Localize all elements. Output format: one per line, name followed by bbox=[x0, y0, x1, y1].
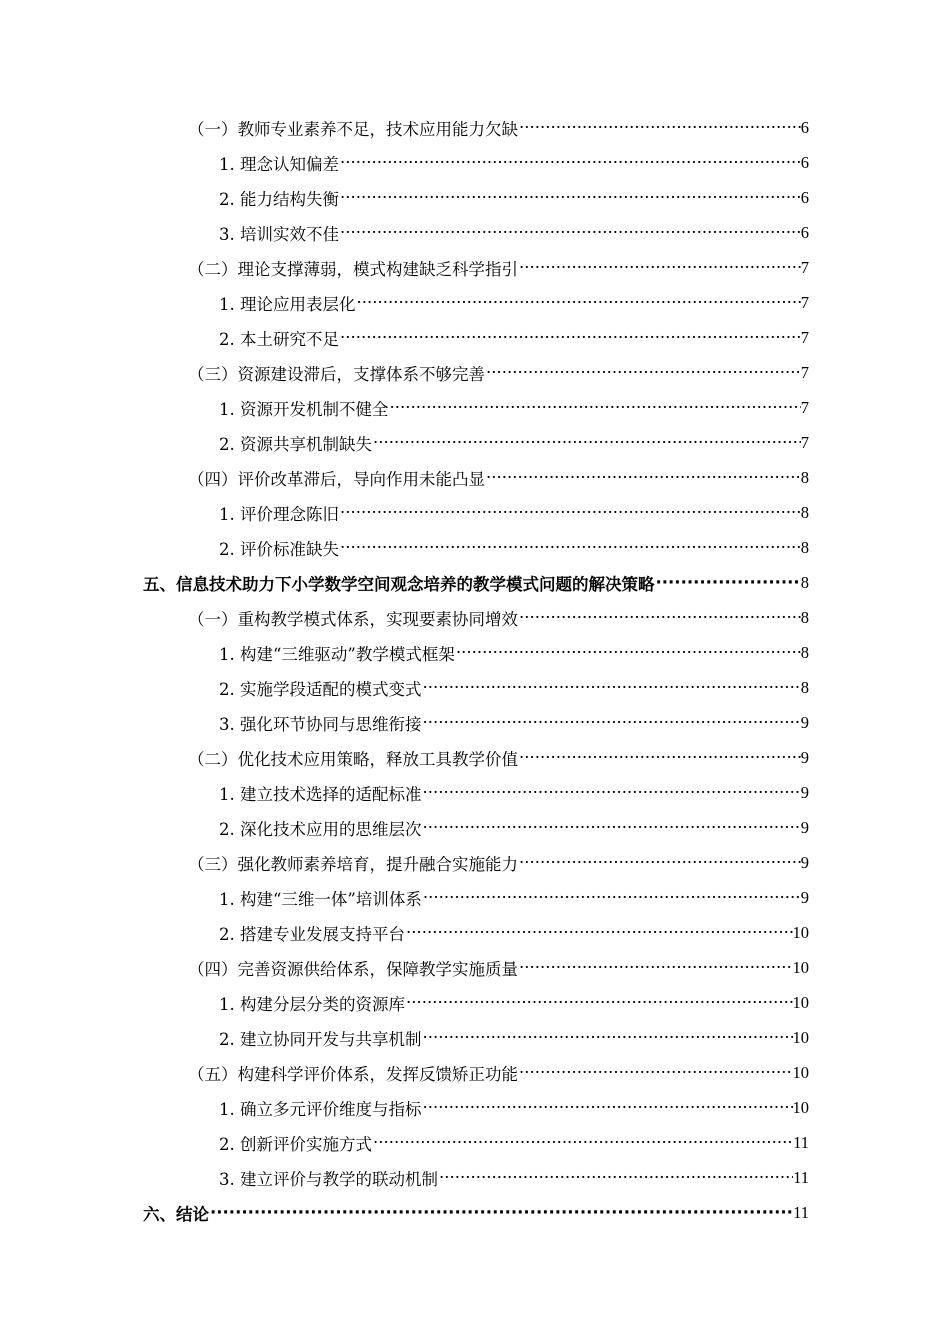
toc-entry-page: 10 bbox=[792, 1062, 809, 1082]
toc-entry-title: （三）资源建设滞后，支撑体系不够完善 bbox=[188, 364, 485, 384]
toc-entry[interactable] bbox=[219, 285, 809, 320]
toc-entry-title: 2. 搭建专业发展支持平台 bbox=[219, 924, 405, 944]
toc-entry-title: （四）评价改革滞后，导向作用未能凸显 bbox=[188, 469, 485, 489]
dot-leader bbox=[518, 1063, 793, 1082]
toc-entry[interactable] bbox=[219, 180, 809, 215]
toc-entry-title: 1. 理念认知偏差 bbox=[219, 154, 339, 174]
toc-entry-page: 6 bbox=[800, 222, 809, 242]
toc-entry-title: （一）教师专业素养不足，技术应用能力欠缺 bbox=[188, 119, 518, 139]
dot-leader bbox=[422, 783, 801, 802]
toc-entry[interactable] bbox=[143, 565, 809, 600]
toc-entry-page: 9 bbox=[800, 887, 809, 907]
toc-entry-page: 7 bbox=[800, 257, 809, 277]
dot-leader bbox=[518, 748, 801, 767]
toc-entry-page: 10 bbox=[792, 992, 809, 1012]
dot-leader bbox=[339, 328, 801, 347]
toc-entry[interactable] bbox=[219, 145, 809, 180]
toc-entry-page: 11 bbox=[793, 1167, 809, 1187]
toc-entry-page: 6 bbox=[800, 187, 809, 207]
toc-entry-page: 9 bbox=[800, 817, 809, 837]
toc-entry-title: 2. 建立协同开发与共享机制 bbox=[219, 1029, 422, 1049]
toc-entry-title: 1. 资源开发机制不健全 bbox=[219, 399, 389, 419]
toc-entry[interactable] bbox=[219, 915, 809, 950]
toc-entry[interactable] bbox=[219, 215, 809, 250]
dot-leader bbox=[339, 503, 801, 522]
toc-entry[interactable] bbox=[188, 1055, 809, 1090]
dot-leader bbox=[422, 678, 801, 697]
dot-leader bbox=[422, 713, 801, 732]
toc-entry-title: 1. 构建“三维驱动”教学模式框架 bbox=[219, 644, 455, 664]
toc-entry-title: 五、信息技术助力下小学数学空间观念培养的教学模式问题的解决策略 bbox=[143, 574, 655, 594]
toc-entry-title: 1. 建立技术选择的适配标准 bbox=[219, 784, 422, 804]
toc-entry[interactable] bbox=[188, 845, 809, 880]
toc-entry-page: 9 bbox=[800, 782, 809, 802]
toc-entry-title: 2. 深化技术应用的思维层次 bbox=[219, 819, 422, 839]
toc-entry-page: 6 bbox=[800, 117, 809, 137]
toc-entry-page: 9 bbox=[800, 712, 809, 732]
toc-entry-page: 11 bbox=[793, 1132, 809, 1152]
toc-entry-title: （三）强化教师素养培育，提升融合实施能力 bbox=[188, 854, 518, 874]
toc-entry-title: 1. 理论应用表层化 bbox=[219, 294, 356, 314]
toc-entry-title: 1. 评价理念陈旧 bbox=[219, 504, 339, 524]
dot-leader bbox=[422, 888, 801, 907]
dot-leader bbox=[422, 1028, 793, 1047]
toc-entry[interactable] bbox=[219, 320, 809, 355]
toc-entry-page: 9 bbox=[800, 747, 809, 767]
toc-entry-page: 7 bbox=[800, 432, 809, 452]
toc-entry-title: （二）优化技术应用策略，释放工具教学价值 bbox=[188, 749, 518, 769]
toc-entry-title: 3. 建立评价与教学的联动机制 bbox=[219, 1169, 438, 1189]
toc-entry-title: 1. 确立多元评价维度与指标 bbox=[219, 1099, 422, 1119]
toc-entry-page: 6 bbox=[800, 152, 809, 172]
dot-leader bbox=[356, 293, 801, 312]
toc-entry[interactable] bbox=[188, 250, 809, 285]
toc-entry-title: 2. 资源共享机制缺失 bbox=[219, 434, 372, 454]
toc-entry-page: 8 bbox=[800, 537, 809, 557]
toc-entry-page: 10 bbox=[792, 957, 809, 977]
toc-entry[interactable] bbox=[219, 985, 809, 1020]
dot-leader bbox=[422, 818, 801, 837]
toc-entry-title: （一）重构教学模式体系，实现要素协同增效 bbox=[188, 609, 518, 629]
toc-entry-title: （四）完善资源供给体系，保障教学实施质量 bbox=[188, 959, 518, 979]
toc-entry[interactable] bbox=[219, 670, 809, 705]
toc-entry-page: 8 bbox=[800, 642, 809, 662]
toc-entry-title: 3. 强化环节协同与思维衔接 bbox=[219, 714, 422, 734]
toc-entry-page: 10 bbox=[792, 1027, 809, 1047]
toc-entry[interactable] bbox=[219, 495, 809, 530]
toc-entry[interactable] bbox=[219, 775, 809, 810]
toc-entry[interactable] bbox=[219, 705, 809, 740]
dot-leader bbox=[518, 958, 793, 977]
toc-entry-page: 10 bbox=[792, 922, 809, 942]
toc-entry-title: 2. 实施学段适配的模式变式 bbox=[219, 679, 422, 699]
toc-entry[interactable] bbox=[188, 950, 809, 985]
dot-leader bbox=[339, 538, 801, 557]
dot-leader bbox=[438, 1168, 793, 1187]
toc-entry-page: 8 bbox=[800, 572, 809, 592]
dot-leader bbox=[518, 258, 801, 277]
toc-entry[interactable] bbox=[188, 355, 809, 390]
toc-entry-title: 2. 创新评价实施方式 bbox=[219, 1134, 372, 1154]
toc-entry-page: 7 bbox=[800, 397, 809, 417]
toc-entry[interactable] bbox=[188, 460, 809, 495]
toc-entry-page: 10 bbox=[792, 1097, 809, 1117]
toc-entry-page: 7 bbox=[800, 292, 809, 312]
toc-entry[interactable] bbox=[219, 635, 809, 670]
dot-leader bbox=[339, 153, 801, 172]
toc-entry[interactable] bbox=[219, 530, 809, 565]
dot-leader bbox=[518, 608, 801, 627]
toc-entry-title: 1. 构建“三维一体”培训体系 bbox=[219, 889, 422, 909]
toc-entry-title: 3. 培训实效不佳 bbox=[219, 224, 339, 244]
dot-leader bbox=[518, 118, 801, 137]
dot-leader bbox=[405, 923, 793, 942]
toc-entry-page: 7 bbox=[800, 327, 809, 347]
toc-entry-title: （五）构建科学评价体系，发挥反馈矫正功能 bbox=[188, 1064, 518, 1084]
dot-leader bbox=[518, 853, 801, 872]
toc-entry-page: 8 bbox=[800, 502, 809, 522]
toc-entry[interactable] bbox=[188, 740, 809, 775]
toc-entry-title: 2. 本土研究不足 bbox=[219, 329, 339, 349]
dot-leader bbox=[655, 573, 801, 592]
dot-leader bbox=[372, 1133, 793, 1152]
toc-entry-page: 7 bbox=[800, 362, 809, 382]
toc-entry[interactable] bbox=[188, 600, 809, 635]
toc-entry[interactable] bbox=[219, 425, 809, 460]
dot-leader bbox=[422, 1098, 793, 1117]
toc-entry[interactable] bbox=[219, 1125, 809, 1160]
toc-entry-title: （二）理论支撑薄弱，模式构建缺乏科学指引 bbox=[188, 259, 518, 279]
dot-leader bbox=[485, 363, 801, 382]
toc-entry-title: 2. 评价标准缺失 bbox=[219, 539, 339, 559]
toc-entry-page: 8 bbox=[800, 607, 809, 627]
toc-entry[interactable] bbox=[143, 1195, 809, 1230]
dot-leader bbox=[339, 223, 801, 242]
toc-entry-page: 11 bbox=[793, 1202, 809, 1222]
dot-leader bbox=[389, 398, 801, 417]
dot-leader bbox=[372, 433, 801, 452]
toc-entry-page: 9 bbox=[800, 852, 809, 872]
toc-entry[interactable] bbox=[219, 810, 809, 845]
toc-entry-title: 1. 构建分层分类的资源库 bbox=[219, 994, 405, 1014]
dot-leader bbox=[485, 468, 801, 487]
toc-entry-title: 六、结论 bbox=[143, 1204, 209, 1224]
toc-entry-page: 8 bbox=[800, 467, 809, 487]
dot-leader bbox=[405, 993, 793, 1012]
toc-entry-page: 8 bbox=[800, 677, 809, 697]
dot-leader bbox=[455, 643, 801, 662]
toc-entry[interactable] bbox=[219, 880, 809, 915]
toc-entry-title: 2. 能力结构失衡 bbox=[219, 189, 339, 209]
toc-entry[interactable] bbox=[219, 390, 809, 425]
dot-leader bbox=[209, 1203, 793, 1222]
toc-entry[interactable] bbox=[219, 1160, 809, 1195]
toc-entry[interactable] bbox=[188, 110, 809, 145]
toc-entry[interactable] bbox=[219, 1020, 809, 1055]
toc-entry[interactable] bbox=[219, 1090, 809, 1125]
dot-leader bbox=[339, 188, 801, 207]
